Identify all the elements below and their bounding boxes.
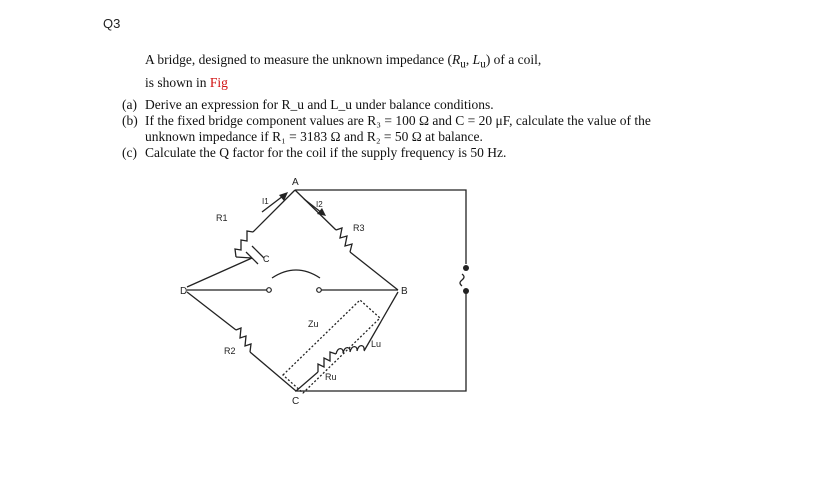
part-text: If the fixed bridge component values are R₃ = 100 Ω and C = 20 μF, calculate the value of the unknown impedance if R₁ = 3183 Ω and R₂ = 50 Ω at balance. bbox=[145, 113, 651, 144]
label-lu: Lu bbox=[371, 339, 382, 349]
current-i1-arrowhead bbox=[279, 192, 288, 201]
label-ru: Ru bbox=[325, 372, 337, 382]
wire-a-r1 bbox=[253, 190, 295, 232]
label-r3: R3 bbox=[353, 223, 365, 233]
figure-reference[interactable]: Fig bbox=[209, 74, 228, 90]
resistor-r2 bbox=[236, 328, 251, 352]
wire-r1-c bbox=[236, 257, 252, 258]
label-zu: Zu bbox=[308, 319, 319, 329]
label-c: C bbox=[263, 254, 270, 264]
intro-line-2: is shown in Fig bbox=[145, 74, 228, 90]
question-number: Q3 bbox=[103, 16, 121, 31]
node-label-b: B bbox=[401, 286, 408, 297]
resistor-r1 bbox=[235, 231, 253, 257]
node-label-c: C bbox=[292, 396, 300, 407]
part-label: (a) bbox=[122, 97, 137, 112]
node-label-a: A bbox=[292, 177, 299, 188]
wire-d-r2 bbox=[187, 292, 236, 330]
wire-r3-b bbox=[350, 252, 398, 290]
supply-terminal-top bbox=[463, 265, 469, 271]
supply-terminal-bottom bbox=[463, 288, 469, 294]
part-text: Derive an expression for R_u and L_u under balance conditions. bbox=[145, 97, 494, 112]
intro-line-1: A bridge, designed to measure the unknown impedance ($R_u$, $L_u$) of a coil, bbox=[145, 52, 542, 71]
wire-a-r3 bbox=[295, 190, 336, 230]
detector-terminal-left bbox=[267, 288, 272, 293]
label-i1: I1 bbox=[262, 197, 269, 206]
detector-arc bbox=[272, 270, 320, 278]
resistor-r3 bbox=[336, 228, 352, 252]
wire-c-d bbox=[187, 258, 252, 287]
detector-terminal-right bbox=[317, 288, 322, 293]
label-r1: R1 bbox=[216, 213, 228, 223]
label-i2: I2 bbox=[316, 200, 323, 209]
label-r2: R2 bbox=[224, 346, 236, 356]
resistor-ru bbox=[318, 352, 336, 372]
part-text: Calculate the Q factor for the coil if the supply frequency is 50 Hz. bbox=[145, 145, 507, 160]
ac-source-icon bbox=[460, 274, 464, 286]
part-label: (b) bbox=[122, 113, 138, 128]
inductor-lu bbox=[336, 346, 364, 354]
wire-r2-c bbox=[250, 352, 296, 391]
part-label: (c) bbox=[122, 145, 137, 160]
node-label-d: D bbox=[180, 286, 188, 297]
